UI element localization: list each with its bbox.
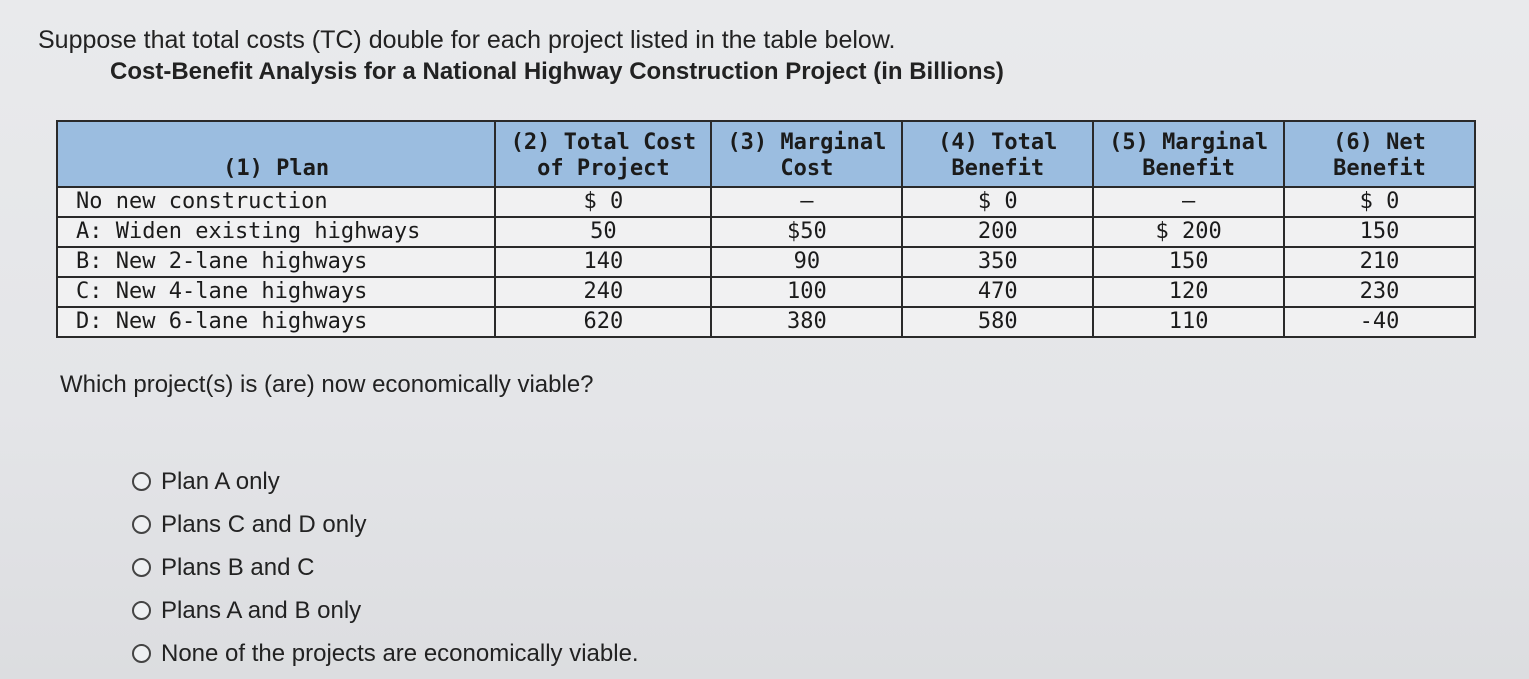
plan-cell: D: New 6-lane highways bbox=[57, 307, 495, 337]
net-benefit-cell: -40 bbox=[1284, 307, 1475, 337]
radio-button[interactable] bbox=[132, 558, 151, 577]
radio-button[interactable] bbox=[132, 472, 151, 491]
plan-cell: B: New 2-lane highways bbox=[57, 247, 495, 277]
marginal-benefit-cell: 120 bbox=[1093, 277, 1284, 307]
radio-button[interactable] bbox=[132, 515, 151, 534]
option-none-viable[interactable] bbox=[132, 632, 639, 675]
total-cost-cell: 50 bbox=[495, 217, 711, 247]
header-total-cost: (2) Total Cost of Project bbox=[495, 121, 711, 187]
net-benefit-cell: $ 0 bbox=[1284, 187, 1475, 217]
marginal-cost-cell: – bbox=[711, 187, 902, 217]
total-cost-cell: 140 bbox=[495, 247, 711, 277]
plan-cell: No new construction bbox=[57, 187, 495, 217]
marginal-benefit-cell: $ 200 bbox=[1093, 217, 1284, 247]
marginal-benefit-cell: 150 bbox=[1093, 247, 1284, 277]
table-row bbox=[57, 187, 1475, 217]
net-benefit-cell: 230 bbox=[1284, 277, 1475, 307]
table-row bbox=[57, 307, 1475, 337]
option-label: None of the projects are economically viable. bbox=[161, 639, 639, 667]
option-label: Plans B and C bbox=[161, 553, 315, 581]
option-label: Plans C and D only bbox=[161, 510, 367, 538]
option-plans-b-and-c[interactable] bbox=[132, 546, 639, 589]
table-row bbox=[57, 247, 1475, 277]
total-cost-cell: 240 bbox=[495, 277, 711, 307]
marginal-benefit-cell: – bbox=[1093, 187, 1284, 217]
total-benefit-cell: 200 bbox=[902, 217, 1093, 247]
table-row bbox=[57, 277, 1475, 307]
table-row bbox=[57, 217, 1475, 247]
total-cost-cell: 620 bbox=[495, 307, 711, 337]
marginal-cost-cell: $50 bbox=[711, 217, 902, 247]
marginal-cost-cell: 90 bbox=[711, 247, 902, 277]
option-plan-a-only[interactable] bbox=[132, 460, 639, 503]
total-benefit-cell: $ 0 bbox=[902, 187, 1093, 217]
net-benefit-cell: 150 bbox=[1284, 217, 1475, 247]
header-marginal-cost: (3) Marginal Cost bbox=[711, 121, 902, 187]
plan-cell: A: Widen existing highways bbox=[57, 217, 495, 247]
table-title: Cost-Benefit Analysis for a National Highway Construction Project (in Billions) bbox=[110, 58, 1004, 85]
question-text: Which project(s) is (are) now economically viable? bbox=[60, 371, 594, 398]
header-marginal-benefit: (5) Marginal Benefit bbox=[1093, 121, 1284, 187]
header-plan: (1) Plan bbox=[57, 121, 495, 187]
marginal-benefit-cell: 110 bbox=[1093, 307, 1284, 337]
question-intro: Suppose that total costs (TC) double for each project listed in the table below. bbox=[38, 26, 896, 54]
net-benefit-cell: 210 bbox=[1284, 247, 1475, 277]
marginal-cost-cell: 100 bbox=[711, 277, 902, 307]
header-net-benefit: (6) Net Benefit bbox=[1284, 121, 1475, 187]
cost-benefit-table bbox=[56, 120, 1476, 338]
option-plans-c-and-d-only[interactable] bbox=[132, 503, 639, 546]
total-cost-cell: $ 0 bbox=[495, 187, 711, 217]
answer-options bbox=[132, 460, 639, 675]
table-header-row bbox=[57, 121, 1475, 187]
header-total-benefit: (4) Total Benefit bbox=[902, 121, 1093, 187]
total-benefit-cell: 350 bbox=[902, 247, 1093, 277]
marginal-cost-cell: 380 bbox=[711, 307, 902, 337]
total-benefit-cell: 580 bbox=[902, 307, 1093, 337]
radio-button[interactable] bbox=[132, 601, 151, 620]
option-label: Plans A and B only bbox=[161, 596, 362, 624]
plan-cell: C: New 4-lane highways bbox=[57, 277, 495, 307]
total-benefit-cell: 470 bbox=[902, 277, 1093, 307]
option-plans-a-and-b-only[interactable] bbox=[132, 589, 639, 632]
option-label: Plan A only bbox=[161, 467, 280, 495]
radio-button[interactable] bbox=[132, 644, 151, 663]
